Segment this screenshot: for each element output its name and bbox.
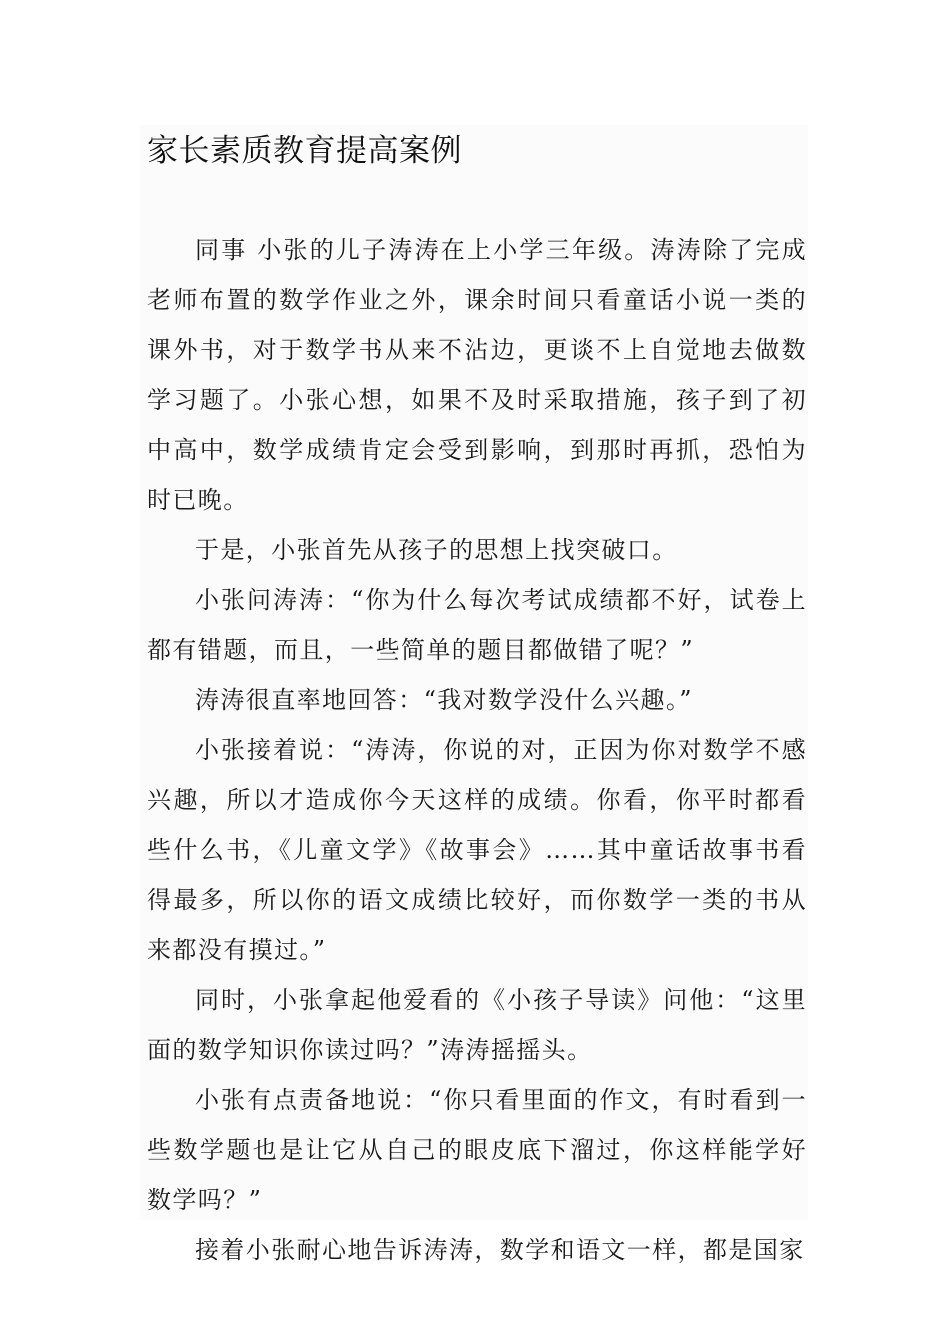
- paragraph-4: 涛涛很直率地回答：“我对数学没什么兴趣。”: [195, 686, 693, 714]
- paragraph-2: 于是，小张首先从孩子的思想上找突破口。: [195, 536, 678, 564]
- paragraph-5: 小张接着说：“涛涛，你说的对，正因为你对数学不感兴趣，所以才造成你今天这样的成绩。你看，你平时都看些什么书，《儿童文学》《故事会》……其中童话故事书看得最多，所以你的语文成绩比较好，而你数学一类的书从来都没有摸过。”: [147, 736, 807, 964]
- document-title: 家长素质教育提高案例: [147, 133, 462, 169]
- paragraph-3: 小张问涛涛：“你为什么每次考试成绩都不好，试卷上都有错题，而且，一些简单的题目都做错了呢？”: [147, 586, 807, 664]
- paragraph-8: 接着小张耐心地告诉涛涛，数学和语文一样，都是国家: [195, 1236, 805, 1264]
- paragraph-6: 同时，小张拿起他爱看的《小孩子导读》问他：“这里面的数学知识你读过吗？”涛涛摇摇头。: [147, 986, 807, 1064]
- paragraph-7: 小张有点责备地说：“你只看里面的作文，有时看到一些数学题也是让它从自己的眼皮底下溜过，你这样能学好数学吗？”: [147, 1086, 807, 1214]
- paragraph-1: 同事 小张的儿子涛涛在上小学三年级。涛涛除了完成老师布置的数学作业之外，课余时间只看童话小说一类的课外书，对于数学书从来不沾边，更谈不上自觉地去做数学习题了。小张心想，如果不及时采取措施，孩子到了初中高中，数学成绩肯定会受到影响，到那时再抓，恐怕为时已晚。: [147, 236, 807, 514]
- document-body: [147, 225, 807, 1275]
